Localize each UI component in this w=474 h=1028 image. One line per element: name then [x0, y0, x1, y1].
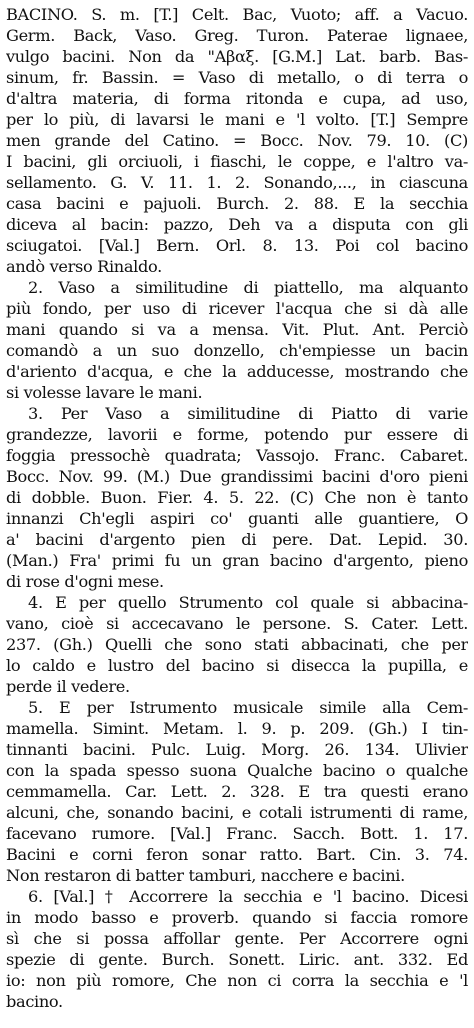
text-line: foggia pressochè quadrata; Vassojo. Franc. Cabaret. [6, 446, 468, 465]
text-line: perde il vedere. [6, 677, 130, 696]
text-line: facevano rumore. [Val.] Franc. Sacch. Bott. 1. 17. [6, 824, 468, 843]
sense-2 [6, 277, 468, 403]
text-line: 237. (Gh.) Quelli che sono stati abbacinati, che per [6, 635, 468, 654]
text-line: men grande del Catino. = Bocc. Nov. 79. 10. (C) [6, 131, 468, 150]
text-line: 6. [Val.] † Accorrere la secchia e 'l bacino. Dicesi [28, 887, 468, 906]
text-line: I bacini, gli orciuoli, i fiaschi, le coppe, e l'altro va- [6, 152, 468, 171]
text-line: più fondo, per uso di ricever l'acqua che si dà alle [6, 299, 468, 318]
text-line: sinum, fr. Bassin. = Vaso di metallo, o di terra o [6, 68, 468, 87]
text-line: alcuni, che, sonando bacini, e cotali istrumenti di rame, [6, 803, 468, 822]
text-line: Non restaron di batter tamburi, nacchere e bacini. [6, 866, 405, 885]
text-line: sciugatoi. [Val.] Bern. Orl. 8. 13. Poi col bacino [6, 236, 468, 255]
text-line: vulgo bacini. Non da "Aβαξ. [G.M.] Lat. barb. Bas- [6, 47, 468, 66]
text-line: spezie di gente. Burch. Sonett. Liric. ant. 332. Ed [6, 950, 468, 969]
text-line: (Man.) Fra' primi fu un gran bacino d'argento, pieno [6, 551, 468, 570]
text-line: casa bacini e pajuoli. Burch. 2. 88. E la secchia [6, 194, 468, 213]
text-line: con la spada spesso suona Qualche bacino o qualche [6, 761, 468, 780]
text-line: tinnanti bacini. Pulc. Luig. Morg. 26. 134. Ulivier [6, 740, 468, 759]
text-line: diceva al bacin: pazzo, Deh va a disputa con gli [6, 215, 468, 234]
text-line: si volesse lavare le mani. [6, 383, 203, 402]
text-line: vano, cioè si accecavano le persone. S. Cater. Lett. [6, 614, 468, 633]
text-line: mani quando si va a mensa. Vit. Plut. Ant. Perciò [6, 320, 468, 339]
text-line: di rose d'ogni mese. [6, 572, 164, 591]
sense-6 [6, 886, 468, 1012]
text-line: andò verso Rinaldo. [6, 257, 162, 276]
text-line: d'altra materia, di forma ritonda e cupa, ad uso, [6, 89, 468, 108]
text-line: BACINO. S. m. [T.] Celt. Bac, Vuoto; aff. a Vacuo. [6, 5, 468, 24]
text-line: Germ. Back, Vaso. Greg. Turon. Paterae lignaee, [6, 26, 468, 45]
text-line: lo caldo e lustro del bacino si disecca la pupilla, e [6, 656, 468, 675]
text-line: comandò a un suo donzello, ch'empiesse un bacin [6, 341, 468, 360]
text-line: d'ariento d'acqua, e che la adducesse, mostrando che [6, 362, 468, 381]
text-line: 5. E per Istrumento musicale simile alla Cem- [28, 698, 468, 717]
text-line: grandezze, lavorii e forme, potendo pur essere di [6, 425, 468, 444]
sense-4 [6, 592, 468, 697]
text-line: Bocc. Nov. 99. (M.) Due grandissimi bacini d'oro pieni [6, 467, 468, 486]
sense-3 [6, 403, 468, 592]
text-line: per lo più, di lavarsi le mani e 'l volto. [T.] Sempre [6, 110, 468, 129]
entry-intro [6, 4, 468, 277]
text-line: sì che si possa affollar gente. Per Accorrere ogni [6, 929, 468, 948]
text-line: di dobble. Buon. Fier. 4. 5. 22. (C) Che non è tanto [6, 488, 468, 507]
dictionary-entry [6, 4, 468, 1024]
text-line: sellamento. G. V. 11. 1. 2. Sonando,..., in ciascuna [6, 173, 468, 192]
text-line: mamella. Simint. Metam. l. 9. p. 209. (Gh.) I tin- [6, 719, 468, 738]
text-line: a' bacini d'argento pien di pere. Dat. Lepid. 30. [6, 530, 468, 549]
text-line: cemmamella. Car. Lett. 2. 328. E tra questi erano [6, 782, 468, 801]
sense-5 [6, 697, 468, 886]
text-line: 3. Per Vaso a similitudine di Piatto di varie [28, 404, 468, 423]
text-line: Bacini e corni feron sonar ratto. Bart. Cin. 3. 74. [6, 845, 468, 864]
text-line: io: non più romore, Che non ci corra la secchia e 'l [6, 971, 468, 990]
text-line: 2. Vaso a similitudine di piattello, ma alquanto [28, 278, 468, 297]
text-line: innanzi Ch'egli aspiri co' guanti alle guantiere, O [6, 509, 468, 528]
text-line: in modo basso e proverb. quando si faccia romore [6, 908, 468, 927]
text-line: 4. E per quello Strumento col quale si abbacina- [28, 593, 468, 612]
text-line: bacino. [6, 992, 63, 1011]
